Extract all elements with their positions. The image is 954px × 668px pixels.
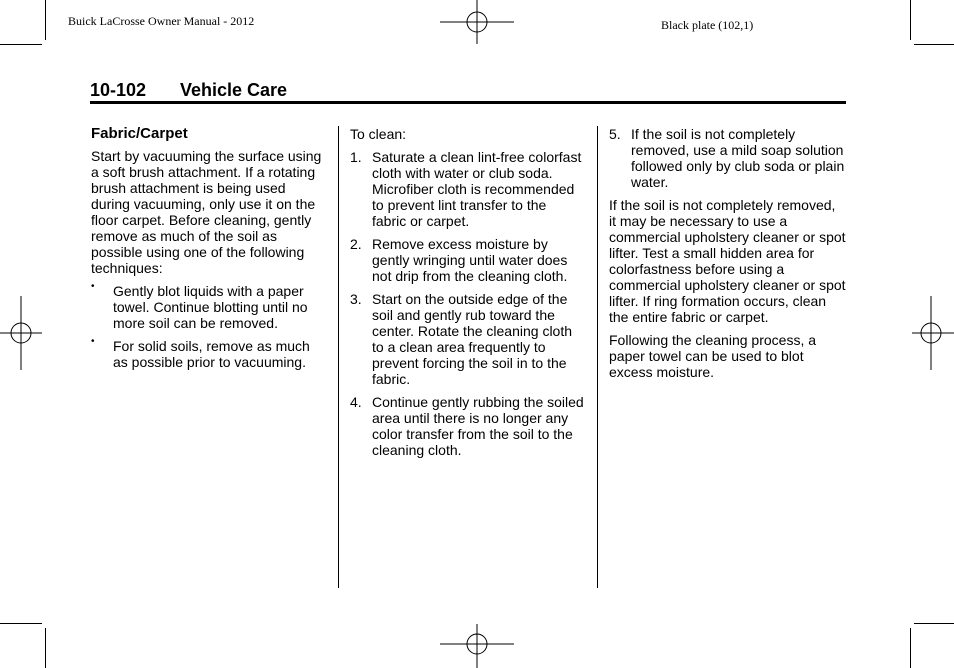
section-heading: Fabric/Carpet [91, 125, 188, 142]
list-item-text: If the soil is not completely removed, use a mild soap solution followed only by club soda or plain water. [631, 126, 845, 190]
column-2 [350, 126, 584, 465]
list-item [350, 149, 584, 229]
title-rule [90, 101, 846, 104]
crop-mark [910, 628, 911, 668]
plate-label: Black plate (102,1) [661, 18, 754, 32]
crop-mark [0, 623, 42, 624]
section-title: Vehicle Care [180, 80, 288, 100]
column-3 [609, 126, 846, 387]
paragraph: Following the cleaning process, a paper towel can be used to blot excess moisture. [609, 332, 817, 380]
crop-mark [45, 0, 46, 40]
step-number: 3. [350, 291, 362, 307]
manual-header: Buick LaCrosse Owner Manual - 2012 [68, 14, 255, 28]
paragraph: If the soil is not completely removed, it may be necessary to use a commercial upholstery cleaner or spot lifter. Test a small hidden area for colorfastness before using a commercial upholstery cleaner or spot lifter. If ring formation occurs, clean the entire fabric or carpet. [609, 197, 846, 325]
registration-mark-top [440, 0, 516, 46]
column-divider [338, 126, 339, 588]
list-item [609, 126, 846, 190]
list-item-text: Remove excess moisture by gently wringing until water does not drip from the cleaning cloth. [372, 236, 568, 284]
step-number: 2. [350, 236, 362, 252]
crop-mark [45, 628, 46, 668]
step-number: 1. [350, 149, 362, 165]
registration-mark-left [0, 296, 44, 370]
list-item-text: Continue gently rubbing the soiled area until there is no longer any color transfer from the soil to the cleaning cloth. [372, 394, 584, 458]
list-item [91, 283, 323, 331]
list-item-text: Gently blot liquids with a paper towel. Continue blotting until no more soil can be removed. [113, 283, 308, 331]
crop-mark [914, 623, 954, 624]
crop-mark [910, 0, 911, 40]
paragraph: To clean: [350, 126, 407, 142]
step-number: 5. [609, 126, 621, 142]
list-item [91, 338, 323, 370]
page-title-row [90, 80, 846, 102]
page-number: 10-102 [90, 80, 147, 100]
crop-mark [914, 44, 954, 45]
bullet-marker: • [91, 336, 95, 347]
column-1 [91, 126, 323, 377]
registration-mark-bottom [440, 622, 516, 668]
bullet-marker: • [91, 281, 95, 292]
list-item-text: Saturate a clean lint-free colorfast cloth with water or club soda. Microfiber cloth is recommended to prevent lint transfer to the fabric or carpet. [372, 149, 582, 229]
list-item [350, 291, 584, 387]
column-divider [597, 126, 598, 588]
registration-mark-right [910, 296, 954, 370]
crop-mark [0, 44, 42, 45]
paragraph: Start by vacuuming the surface using a soft brush attachment. If a rotating brush attachment is being used during vacuuming, only use it on the floor carpet. Before cleaning, gently remove as much of the soil as possible using one of the following techniques: [91, 148, 322, 276]
list-item [350, 394, 584, 458]
list-item-text: Start on the outside edge of the soil and gently rub toward the center. Rotate the cleaning cloth to a clean area frequently to prevent forcing the soil in to the fabric. [372, 291, 573, 387]
step-number: 4. [350, 394, 362, 410]
list-item [350, 236, 584, 284]
list-item-text: For solid soils, remove as much as possible prior to vacuuming. [113, 338, 310, 370]
